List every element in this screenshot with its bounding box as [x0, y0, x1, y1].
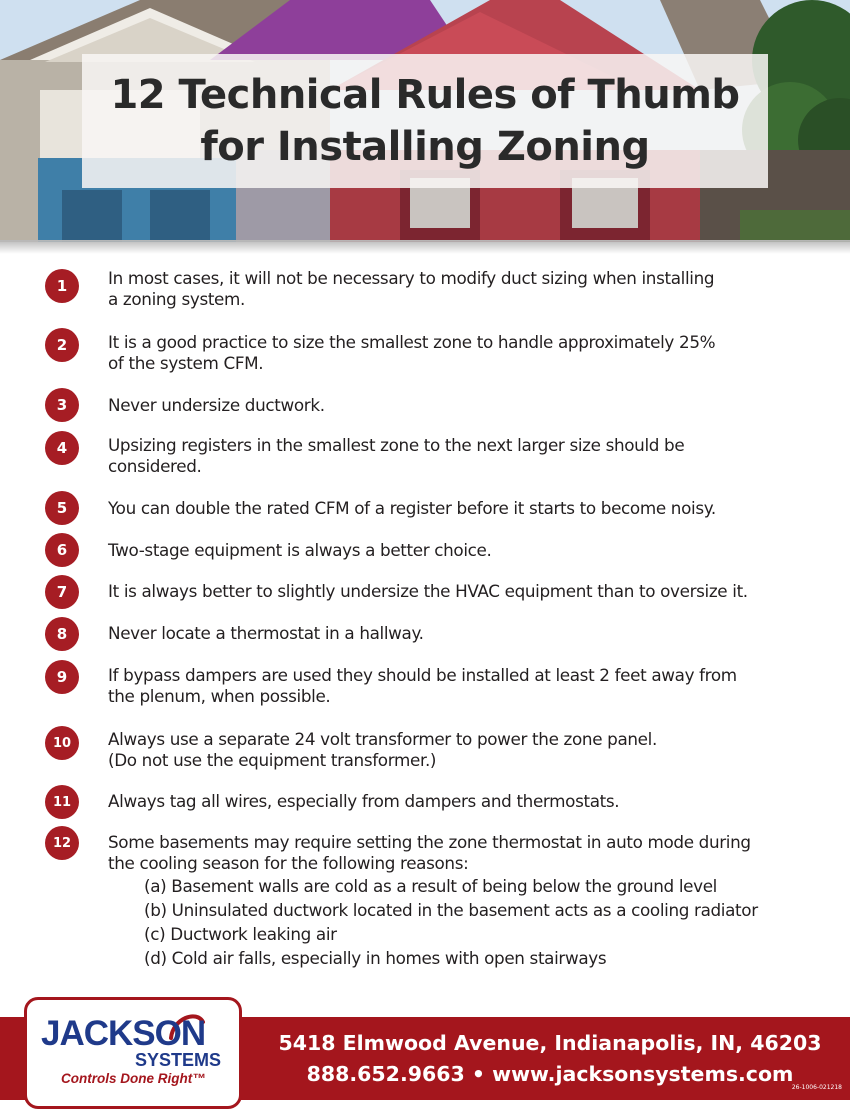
rule-text [108, 581, 838, 602]
rule-number-badge: 2 [45, 328, 79, 362]
rule-text [108, 498, 838, 519]
rule-text-line: It is a good practice to size the smallest zone to handle approximately 25% [108, 332, 716, 352]
rule-text [108, 791, 838, 812]
rule-number-badge: 4 [45, 431, 79, 465]
logo-wordmark: JACKSON [41, 1014, 206, 1053]
rule-number-badge: 3 [45, 388, 79, 422]
rule-text-line: (Do not use the equipment transformer.) [108, 750, 437, 770]
rule-text-line: a zoning system. [108, 289, 246, 309]
header-divider-shadow [0, 240, 850, 254]
rule-text-line: considered. [108, 456, 202, 476]
logo-tagline: Controls Done Right™ [61, 1071, 206, 1086]
rule-text [108, 665, 838, 707]
rule-text [108, 332, 838, 374]
logo-systems-text: SYSTEMS [134, 1050, 221, 1070]
rule-number-badge: 11 [45, 785, 79, 819]
rule-text [108, 395, 838, 416]
rule-text-line: Always use a separate 24 volt transformer to power the zone panel. [108, 729, 657, 749]
rule-text [108, 268, 838, 310]
rule-text-line: Always tag all wires, especially from dampers and thermostats. [108, 791, 620, 811]
rule-text [108, 729, 838, 771]
rule-text [108, 832, 838, 970]
rule-text [108, 623, 838, 644]
rule-text-line: Upsizing registers in the smallest zone to the next larger size should be [108, 435, 685, 455]
company-address: 5418 Elmwood Avenue, Indianapolis, IN, 46203 [278, 1031, 822, 1055]
document-code: 26-1006-021218 [791, 1084, 842, 1091]
rule-text-line: If bypass dampers are used they should be installed at least 2 feet away from [108, 665, 737, 685]
rule-number-badge: 5 [45, 491, 79, 525]
rule-number-badge: 12 [45, 826, 79, 860]
rule-text-line: Never locate a thermostat in a hallway. [108, 623, 424, 643]
rule-text-line: In most cases, it will not be necessary to modify duct sizing when installing [108, 268, 715, 288]
rule-text [108, 435, 838, 477]
company-contact: 888.652.9663 • www.jacksonsystems.com [306, 1062, 794, 1086]
rule-number-badge: 1 [45, 269, 79, 303]
rule-text [108, 540, 838, 561]
rule-number-badge: 8 [45, 617, 79, 651]
rule-sub-reason: (a) Basement walls are cold as a result of being below the ground level [144, 876, 717, 896]
rule-number-badge: 9 [45, 660, 79, 694]
rule-sub-reason: (c) Ductwork leaking air [144, 924, 337, 944]
rule-text-line: Never undersize ductwork. [108, 395, 325, 415]
page-title-line-2: for Installing Zoning [200, 124, 650, 170]
rule-text-line: You can double the rated CFM of a register before it starts to become noisy. [108, 498, 716, 518]
rule-number-badge: 10 [45, 726, 79, 760]
title-box [82, 54, 768, 188]
rule-number-badge: 6 [45, 533, 79, 567]
rule-text-line: Some basements may require setting the zone thermostat in auto mode during [108, 832, 751, 852]
rule-text-line: of the system CFM. [108, 353, 264, 373]
rule-number-badge: 7 [45, 575, 79, 609]
page-title-line-1: 12 Technical Rules of Thumb [110, 72, 740, 118]
company-logo [24, 997, 242, 1109]
rule-sub-reason: (b) Uninsulated ductwork located in the basement acts as a cooling radiator [144, 900, 758, 920]
rule-text-line: It is always better to slightly undersize the HVAC equipment than to oversize it. [108, 581, 748, 601]
rule-text-line: Two-stage equipment is always a better choice. [108, 540, 492, 560]
rule-text-line: the cooling season for the following reasons: [108, 853, 469, 873]
rule-text-line: the plenum, when possible. [108, 686, 331, 706]
rule-sub-reason: (d) Cold air falls, especially in homes with open stairways [144, 948, 607, 968]
header-banner [0, 0, 850, 242]
